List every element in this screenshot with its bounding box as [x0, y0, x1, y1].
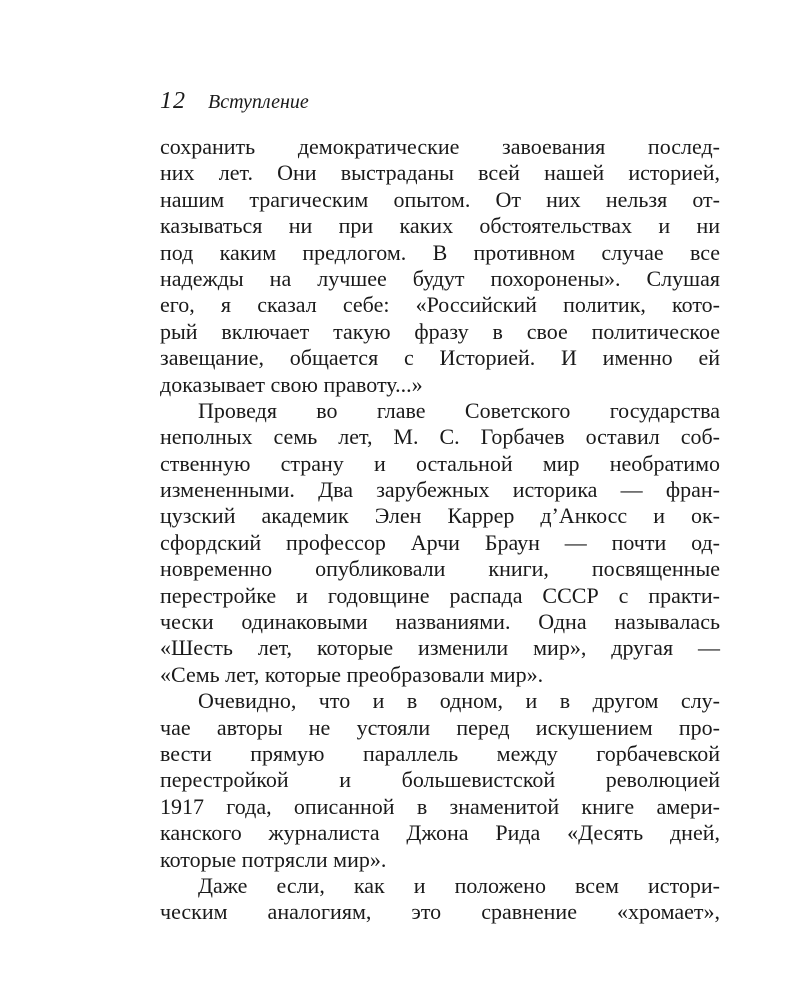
text-line: перестройкой и большевистской революцией — [160, 767, 720, 793]
text-line: 1917 года, описанной в знаменитой книге амери- — [160, 793, 720, 819]
text-line: надежды на лучшее будут похоронены». Слушая — [160, 265, 720, 291]
text-line: «Шесть лет, которые изменили мир», другая — — [160, 635, 720, 661]
text-line: перестройке и годовщине распада СССР с практи- — [160, 582, 720, 608]
text-line: вести прямую параллель между горбачевской — [160, 740, 720, 766]
text-line: них лет. Они выстраданы всей нашей историей, — [160, 160, 720, 186]
page-header — [160, 88, 309, 120]
paragraph-first-line: Очевидно, что и в одном, и в другом слу- — [198, 688, 720, 714]
text-line: рый включает такую фразу в свое политическое — [160, 318, 720, 344]
text-line: чае авторы не устояли перед искушением про- — [160, 714, 720, 740]
text-line: которые потрясли мир». — [160, 846, 387, 872]
text-line: измененными. Два зарубежных историка — фран- — [160, 477, 720, 503]
text-line: новременно опубликовали книги, посвященные — [160, 556, 720, 582]
text-line: доказывает свою правоту...» — [160, 371, 423, 397]
paragraph-first-line: Даже если, как и положено всем истори- — [198, 872, 720, 898]
text-line: казываться ни при каких обстоятельствах и ни — [160, 213, 720, 239]
text-line: ственную страну и остальной мир необратимо — [160, 450, 720, 476]
text-line: завещание, общается с Историей. И именно ей — [160, 345, 720, 371]
text-line: чески одинаковыми названиями. Одна называлась — [160, 609, 720, 635]
text-line: его, я сказал себе: «Российский политик, кото- — [160, 292, 720, 318]
running-title: Вступление — [208, 91, 309, 113]
text-line: ческим аналогиям, это сравнение «хромает», — [160, 899, 720, 925]
text-line: цузский академик Элен Каррер д’Анкосс и ок- — [160, 503, 720, 529]
page-number: 12 — [160, 88, 186, 114]
text-line: нашим трагическим опытом. От них нельзя от- — [160, 186, 720, 212]
body-text — [160, 134, 720, 926]
text-line: сохранить демократические завоевания послед- — [160, 134, 720, 159]
text-line: канского журналиста Джона Рида «Десять дней, — [160, 820, 720, 846]
text-line: под каким предлогом. В противном случае все — [160, 239, 720, 265]
text-line: «Семь лет, которые преобразовали мир». — [160, 661, 544, 687]
text-line: неполных семь лет, М. С. Горбачев оставил соб- — [160, 424, 720, 450]
text-line: сфордский профессор Арчи Браун — почти од- — [160, 529, 720, 555]
paragraph-first-line: Проведя во главе Советского государства — [198, 397, 720, 423]
